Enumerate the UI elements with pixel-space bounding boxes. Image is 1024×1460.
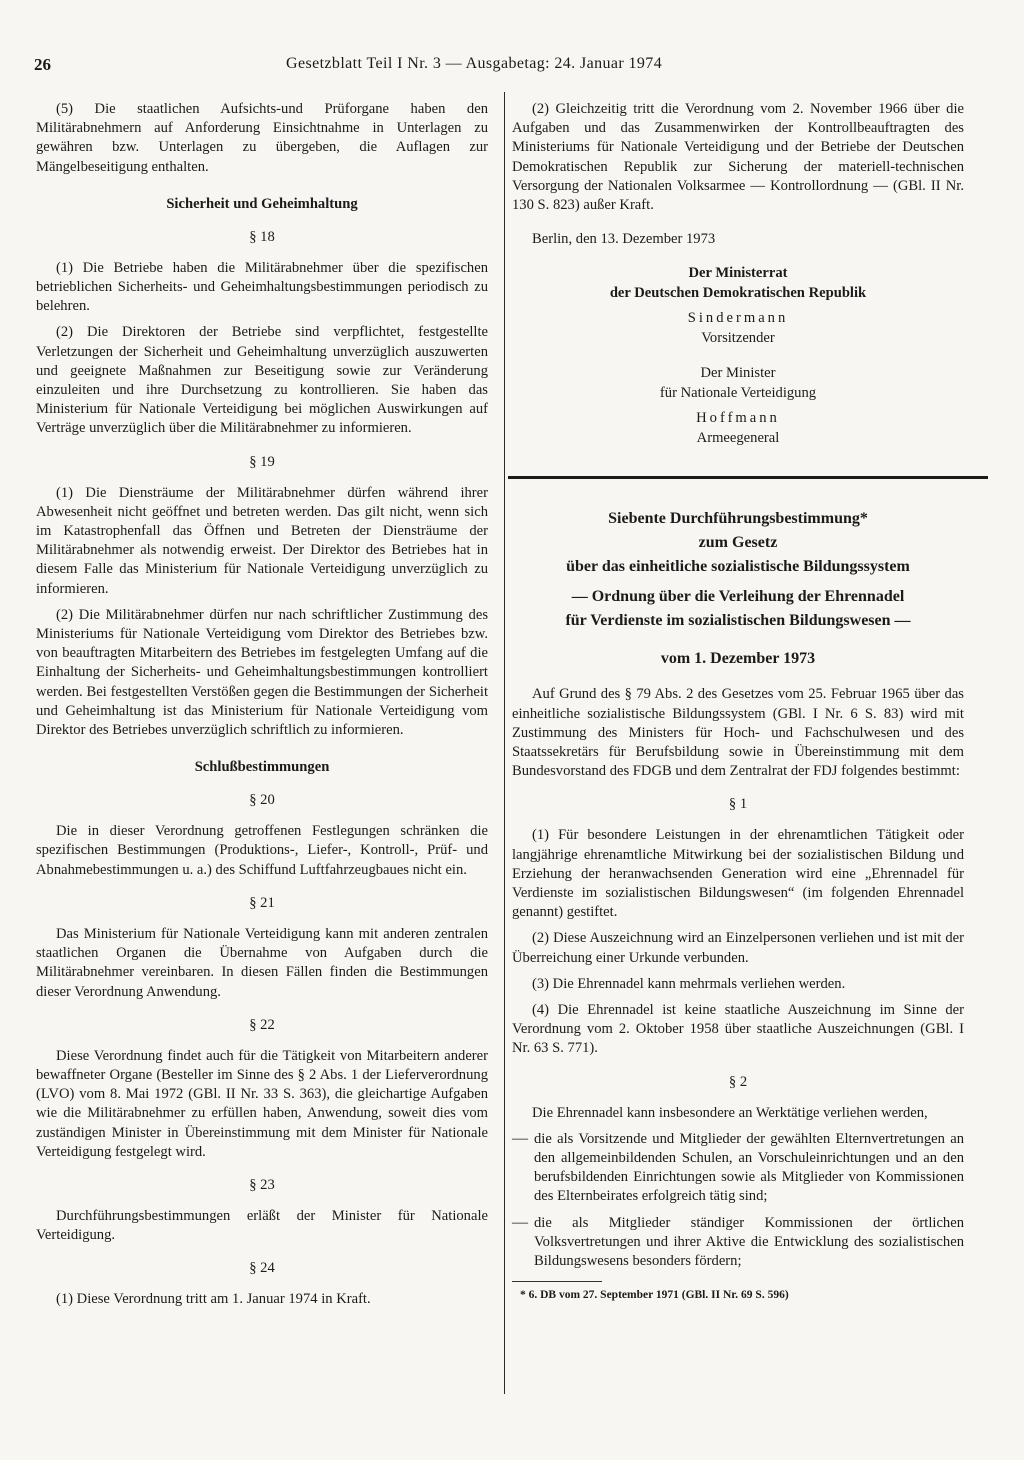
- section-heading: Sicherheit und Geheimhaltung: [166, 195, 358, 212]
- place-date: Berlin, den 13. Dezember 1973: [532, 231, 716, 248]
- paragraph: Diese Verordnung findet auch für die Tätigkeit von Mitarbeitern anderer bewaffneter Organe (Besteller im Sinne des § 2 Abs. 1 der Lieferverordnung (LVO) vom 8. Mai 1972 (GBl. II Nr. 33 S. 363), die gleichartige Aufgaben wie die Militärabnehmer zu erfüllen haben, Anwendung, soweit dies vom zuständigen Minister in Übereinstimmung mit dem Minister für Nationale Verteidigung festgelegt wird.: [36, 1047, 488, 1160]
- right-column: [512, 100, 964, 1303]
- paragraph: Auf Grund des § 79 Abs. 2 des Gesetzes vom 25. Februar 1965 über das einheitliche sozialistische Bildungssystem (GBl. I Nr. 6 S. 83) wird mit Zustimmung des Ministers für Hoch- und Fachschulwesen und des Staatssekretärs für Berufsbildung sowie in Übereinstimmung mit dem Bundesvorstand des FDGB und dem Zentralrat der FDJ folgendes bestimmt:: [512, 686, 964, 780]
- paragraph: (1) Die Betriebe haben die Militärabnehmer über die spezifischen betrieblichen Sicherheits- und Geheimhaltungsbestimmungen periodisch zu belehren.: [36, 259, 488, 315]
- signature-org: Der Ministerrat: [688, 265, 788, 282]
- signatory-name: Hoffmann: [696, 410, 780, 427]
- paragraph: (1) Für besondere Leistungen in der ehrenamtlichen Tätigkeit oder langjährige ehrenamtliche Mitwirkung bei der sozialistischen Bildung und Erziehung der heranwachsenden Generation wird eine „Ehrennadel für Verdienste im sozialistischen Bildungswesen“ (im folgenden Ehrennadel genannt) gestiftet.: [512, 827, 964, 921]
- signatory-name: Sindermann: [687, 310, 789, 327]
- signatory-role: Vorsitzender: [701, 329, 775, 346]
- dash-marker: —: [512, 1129, 528, 1147]
- doc-title-line: zum Gesetz: [698, 534, 778, 552]
- signature-org: Der Minister: [700, 365, 776, 382]
- list-item: [512, 1214, 964, 1272]
- section-number: § 23: [249, 1176, 275, 1193]
- list-item: [512, 1130, 964, 1207]
- footnote-rule: [512, 1281, 602, 1282]
- page-number: 26: [34, 55, 51, 74]
- paragraph: (1) Die Diensträume der Militärabnehmer dürfen während ihrer Abwesenheit nicht geöffnet und betreten werden. Das gilt nicht, wenn sich im Katastrophenfall das Öffnen und Betreten der Diensträume der Militärabnehmer als notwendig erweist. Der Direktor des Betriebes hat in diesem Falle das Ministerium für Nationale Verteidigung unverzüglich zu informieren.: [36, 484, 488, 597]
- section-number: § 2: [728, 1073, 748, 1090]
- paragraph: (2) Die Militärabnehmer dürfen nur nach schriftlicher Zustimmung des Ministeriums für Nationale Verteidigung vom Direktor des Betriebes bzw. von beauftragten Mitarbeitern des Betriebes im festgelegten Umfang auf die Einhaltung der Sicherheits- und Geheimhaltungsbestimmungen kontrolliert werden. Bei festgestellten Verstößen gegen die Bestimmungen der Sicherheit und Geheimhaltung ist das Ministerium für Nationale Verteidigung vom Direktor des Betriebes unverzüglich schriftlich zu informieren.: [36, 606, 488, 739]
- section-separator: [508, 476, 988, 479]
- footnote: * 6. DB vom 27. September 1971 (GBl. II Nr. 69 S. 596): [520, 1289, 789, 1302]
- section-number: § 22: [249, 1016, 275, 1033]
- section-number: § 20: [249, 792, 275, 809]
- paragraph: (2) Gleichzeitig tritt die Verordnung vom 2. November 1966 über die Aufgaben und das Zusammenwirken der Kontrollbeauftragten des Ministeriums für Nationale Verteidigung und der Betriebe der Deutschen Demokratischen Republik zur Sicherung der materiell-technischen Versorgung der Nationalen Volksarmee — Kontrollordnung — (GBl. II Nr. 130 S. 823) außer Kraft.: [512, 101, 964, 214]
- list-item-text: die als Mitglieder ständiger Kommissionen der örtlichen Volksvertretungen und ihrer Aktive die Entwicklung des sozialistischen Bildungswesens besonders fördern;: [534, 1214, 964, 1270]
- paragraph: (2) Diese Auszeichnung wird an Einzelpersonen verliehen und ist mit der Überreichung einer Urkunde verbunden.: [512, 930, 964, 966]
- doc-date: vom 1. Dezember 1973: [660, 650, 816, 668]
- doc-title-line: Siebente Durchführungsbestimmung*: [608, 510, 868, 528]
- signature-org: für Nationale Verteidigung: [659, 384, 817, 401]
- doc-title-line: für Verdienste im sozialistischen Bildungswesen —: [565, 612, 911, 630]
- paragraph: (3) Die Ehrennadel kann mehrmals verliehen werden.: [532, 975, 846, 992]
- signature-org: der Deutschen Demokratischen Republik: [609, 284, 867, 301]
- paragraph: Das Ministerium für Nationale Verteidigung kann mit anderen zentralen staatlichen Organen die Übernahme von Aufgaben durch die Militärabnehmer vereinbaren. In diesen Fällen finden die Bestimmungen dieser Verordnung Anwendung.: [36, 925, 488, 1000]
- doc-title-line: über das einheitliche sozialistische Bildungssystem: [566, 558, 910, 576]
- paragraph: Die Ehrennadel kann insbesondere an Werktätige verliehen werden,: [532, 1104, 928, 1121]
- section-heading: Schlußbestimmungen: [194, 759, 330, 776]
- paragraph: Die in dieser Verordnung getroffenen Festlegungen schränken die spezifischen Bestimmungen (Produktions-, Liefer-, Kontroll-, Prüf- und Abnahmebestimmungen u. a.) des Schiffund Luftfahrzeugbaues nicht ein.: [36, 823, 488, 878]
- gazette-title: Gesetzblatt Teil I Nr. 3 — Ausgabetag: 24. Januar 1974: [286, 55, 663, 72]
- paragraph: (5) Die staatlichen Aufsichts-und Prüforgane haben den Militärabnehmern auf Anforderung Einsichtnahme in Unterlagen zu gewähren bzw. Unterlagen zu übergeben, die Auflagen zur Mängelbeseitigung enthalten.: [36, 101, 488, 175]
- signatory-role: Armeegeneral: [696, 429, 780, 446]
- paragraph: Durchführungsbestimmungen erläßt der Minister für Nationale Verteidigung.: [36, 1207, 488, 1244]
- list-item-text: die als Vorsitzende und Mitglieder der gewählten Elternvertretungen an den allgemeinbildenden Schulen, an Vorschuleinrichtungen und an den berufsbildenden Einrichtungen sowie als Mitglieder von Kommissionen des Elternbeirates erfolgreich tätig sind;: [534, 1130, 964, 1205]
- section-number: § 19: [249, 453, 275, 470]
- paragraph: (2) Die Direktoren der Betriebe sind verpflichtet, festgestellte Verletzungen der Sicherheit und Geheimhaltung unverzüglich auszuwerten und geeignete Maßnahmen zur Beseitigung sowie zur Veränderung einzuleiten und ihre Durchsetzung zu kontrollieren. Sie haben das Ministerium für Nationale Verteidigung bei möglichen Auswirkungen auf Verträge unverzüglich über die Militärabnehmer zu informieren.: [36, 324, 488, 437]
- page-header: [34, 55, 994, 79]
- column-divider: [504, 92, 505, 1394]
- section-number: § 24: [249, 1260, 275, 1277]
- paragraph: (1) Diese Verordnung tritt am 1. Januar 1974 in Kraft.: [56, 1291, 371, 1308]
- section-number: § 21: [249, 894, 275, 911]
- left-column: [36, 100, 488, 1317]
- dash-marker: —: [512, 1213, 528, 1231]
- section-number: § 18: [249, 228, 275, 245]
- section-number: § 1: [728, 796, 748, 813]
- paragraph: (4) Die Ehrennadel ist keine staatliche Auszeichnung im Sinne der Verordnung vom 2. Oktober 1958 über staatliche Auszeichnungen (GBl. I Nr. 63 S. 771).: [512, 1002, 964, 1057]
- doc-title-line: — Ordnung über die Verleihung der Ehrennadel: [571, 588, 905, 606]
